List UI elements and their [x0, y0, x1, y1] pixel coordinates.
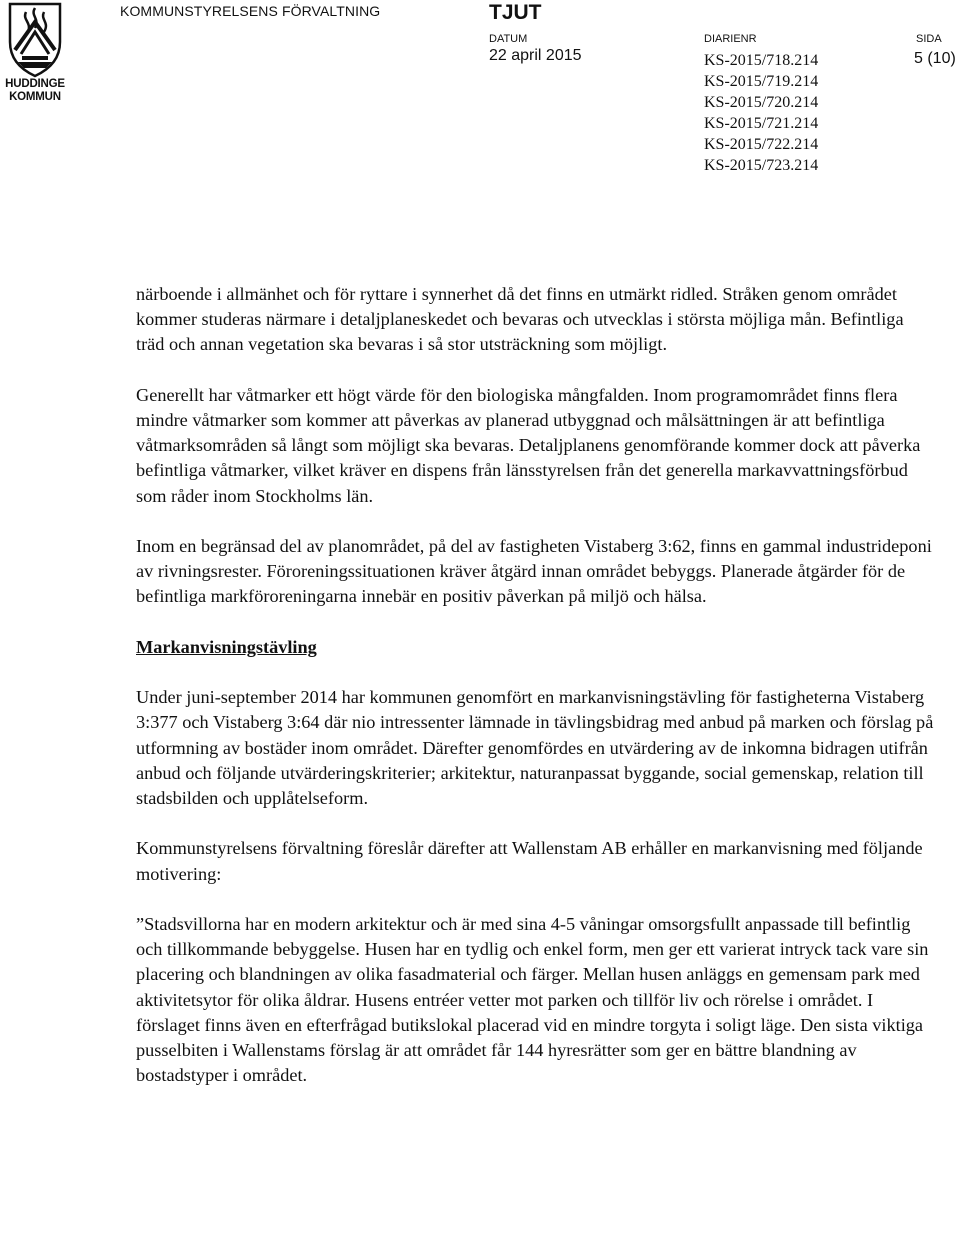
section-heading: Markanvisningstävling: [136, 636, 317, 657]
coat-of-arms-icon: [2, 2, 68, 78]
logo-line-1: HUDDINGE: [5, 78, 65, 90]
diarienr-item: KS-2015/722.214: [704, 136, 819, 153]
body-paragraph: närboende i allmänhet och för ryttare i synnerhet då det finns en utmärkt ridled. Stråken genom området kommer studeras närmare i detaljplaneskedet och bevaras och utvecklas i största möjliga mån. Befintliga träd och annan vegetation ska bevaras i så stor utsträckning som möjligt.: [136, 284, 904, 355]
municipality-logo: [2, 2, 68, 104]
document-body: [136, 282, 936, 1114]
organization-name: KOMMUNSTYRELSENS FÖRVALTNING: [120, 3, 381, 19]
diarienr-item: KS-2015/718.214: [704, 52, 819, 69]
diarienr-list: [704, 50, 818, 176]
section-paragraph: Under juni-september 2014 har kommunen genomfört en markanvisningstävling för fastigheterna Vistaberg 3:377 och Vistaberg 3:64 där nio intressenter lämnade in tävlingsbidrag med anbud på marken och förslag på utformning av bostäder inom området. Därefter genomfördes en utvärdering av de inkomna bidragen utifrån anbud och följande utvärderingskriterier; arkitektur, naturanpassat byggande, social gemenskap, relation till stadsbilden och upplåtelseform.: [136, 687, 934, 808]
body-paragraph: Generellt har våtmarker ett högt värde för den biologiska mångfalden. Inom programområdet finns flera mindre våtmarker som kommer att påverkas av planerad utbyggnad och målsättningen är att befintliga våtmarksområden så långt som möjligt ska bevaras. Detaljplanens genomförande kommer dock att påverka befintliga våtmarker, vilket kräver en dispens från länsstyrelsen från det generella markavvattningsförbud som råder inom Stockholms län.: [136, 384, 921, 506]
datum-label: DATUM: [489, 33, 528, 45]
diarienr-item: KS-2015/719.214: [704, 73, 819, 90]
diarienr-item: KS-2015/721.214: [704, 115, 819, 132]
section-paragraph: Kommunstyrelsens förvaltning föreslår därefter att Wallenstam AB erhåller en markanvisning med följande motivering:: [136, 838, 923, 884]
document-date: 22 april 2015: [489, 47, 582, 64]
diarienr-label: DIARIENR: [704, 33, 757, 45]
page-number: 5 (10): [914, 50, 956, 67]
sida-label: SIDA: [916, 33, 942, 45]
body-paragraph: Inom en begränsad del av planområdet, på del av fastigheten Vistaberg 3:62, finns en gammal industrideponi av rivningsrester. Föroreningssituationen kräver åtgärd innan området bebyggs. Planerade åtgärder för de befintliga markföroreningarna innebär en positiv påverkan på miljö och hälsa.: [136, 536, 932, 607]
diarienr-item: KS-2015/723.214: [704, 157, 819, 174]
document-type: TJUT: [489, 1, 542, 24]
quote-paragraph: ”Stadsvillorna har en modern arkitektur och är med sina 4-5 våningar omsorgsfullt anpassade till befintlig och tillkommande bebyggelse. Husen har en tydlig och enkel form, men ger ett varierat intryck tack vare sin placering och blandningen av olika fasadmaterial och färger. Mellan husen anläggs en gemensam park med aktivitetsytor för olika åldrar. Husens entréer vetter mot parken och tillför liv och rörelse i området. I förslaget finns även en efterfrågad butikslokal placerad vid en mindre torgyta i soligt läge. Den sista viktiga pusselbiten i Wallenstams förslag är att området får 144 hyresrätter som ger en bättre blandning av bostadstyper i området.: [136, 913, 929, 1086]
logo-line-2: KOMMUN: [9, 91, 61, 103]
diarienr-item: KS-2015/720.214: [704, 94, 819, 111]
